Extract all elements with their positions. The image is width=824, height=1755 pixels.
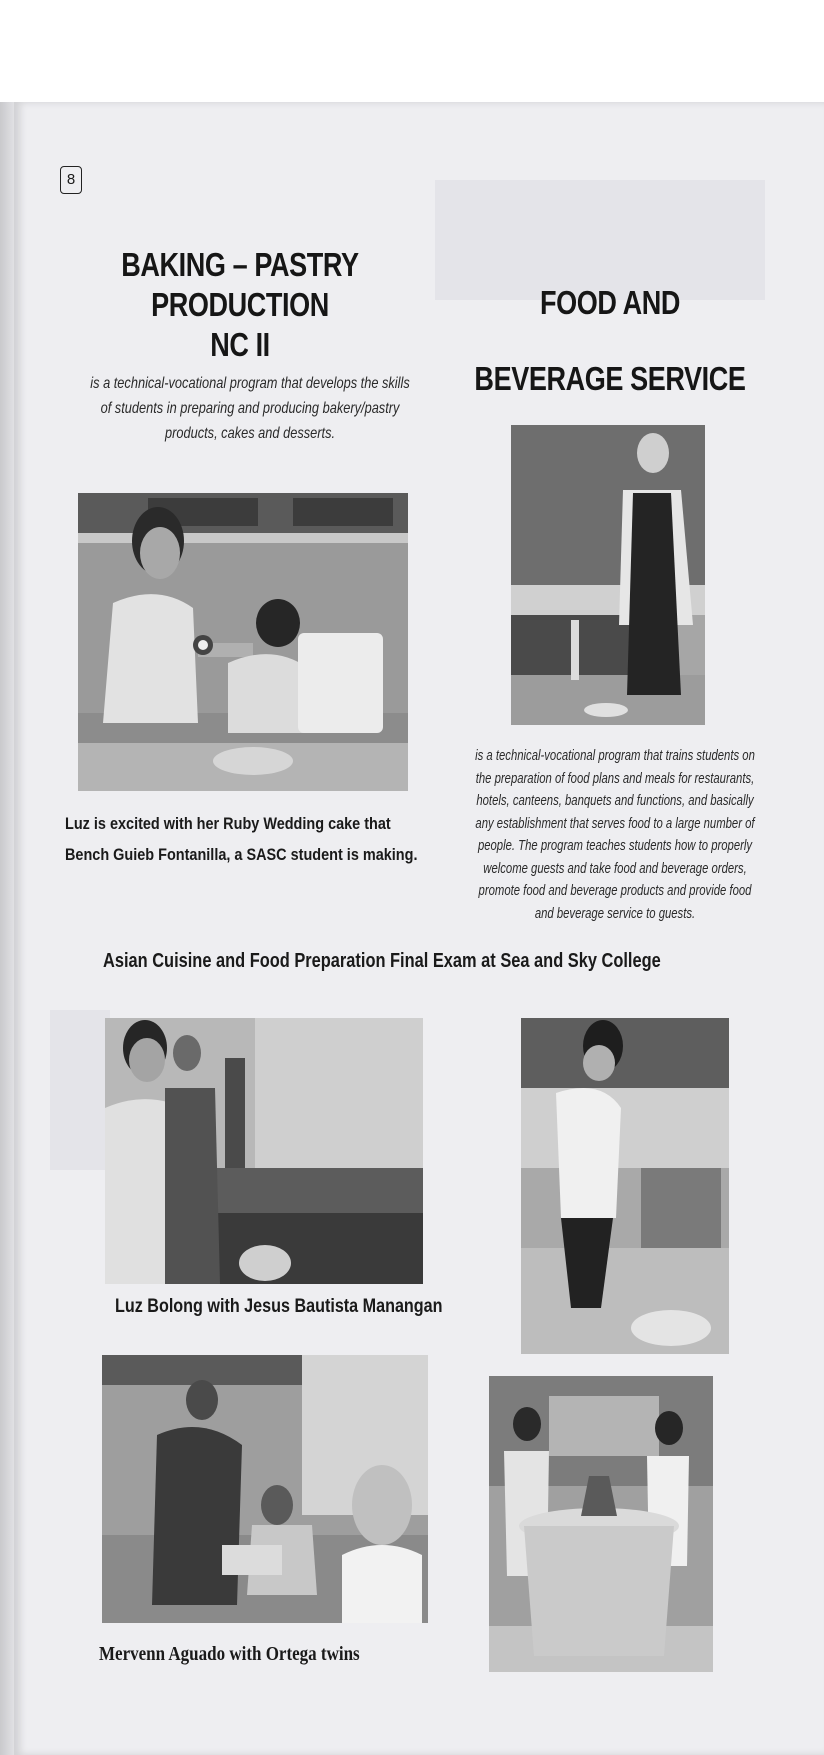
baking-photo [78, 493, 408, 791]
page-number: 8 [60, 166, 82, 194]
exam-photo-1 [105, 1018, 423, 1284]
baking-title [92, 245, 387, 365]
bleed-through-area [50, 1010, 110, 1170]
exam-photo-2 [521, 1018, 729, 1354]
baking-caption-line2: Bench Guieb Fontanilla, a SASC student is making. [65, 845, 418, 864]
exam-photo-3 [102, 1355, 428, 1623]
fnb-title-line1: FOOD AND BEVERAGE SERVICE [474, 284, 746, 397]
baking-photo-caption [65, 808, 417, 870]
baking-caption-line1: Luz is excited with her Ruby Wedding cake that [65, 814, 391, 833]
exam-photo-1-caption: Luz Bolong with Jesus Bautista Manangan [115, 1296, 443, 1317]
fnb-photo [511, 425, 705, 725]
baking-title-line1: BAKING – PASTRY PRODUCTION [121, 246, 359, 323]
exam-photo-3-caption: Mervenn Aguado with Ortega twins [99, 1643, 360, 1665]
baking-description: is a technical-vocational program that develops the skills of students in preparing and producing bakery/pastry products, cakes and desserts. [90, 375, 410, 442]
exam-photo-4 [489, 1376, 713, 1672]
exam-section-heading: Asian Cuisine and Food Preparation Final Exam at Sea and Sky College [103, 950, 661, 972]
fnb-description: is a technical-vocational program that trains students on the preparation of food plans and meals for restaurants, hotels, canteens, banquets and functions, and basically any establishment that serves food to a large number of people. The program teaches students how to properly welcome guests and take food and beverage orders, promote food and beverage products and provide food and beverage service to guests. [475, 748, 755, 922]
baking-title-line2: NC II [210, 326, 270, 363]
